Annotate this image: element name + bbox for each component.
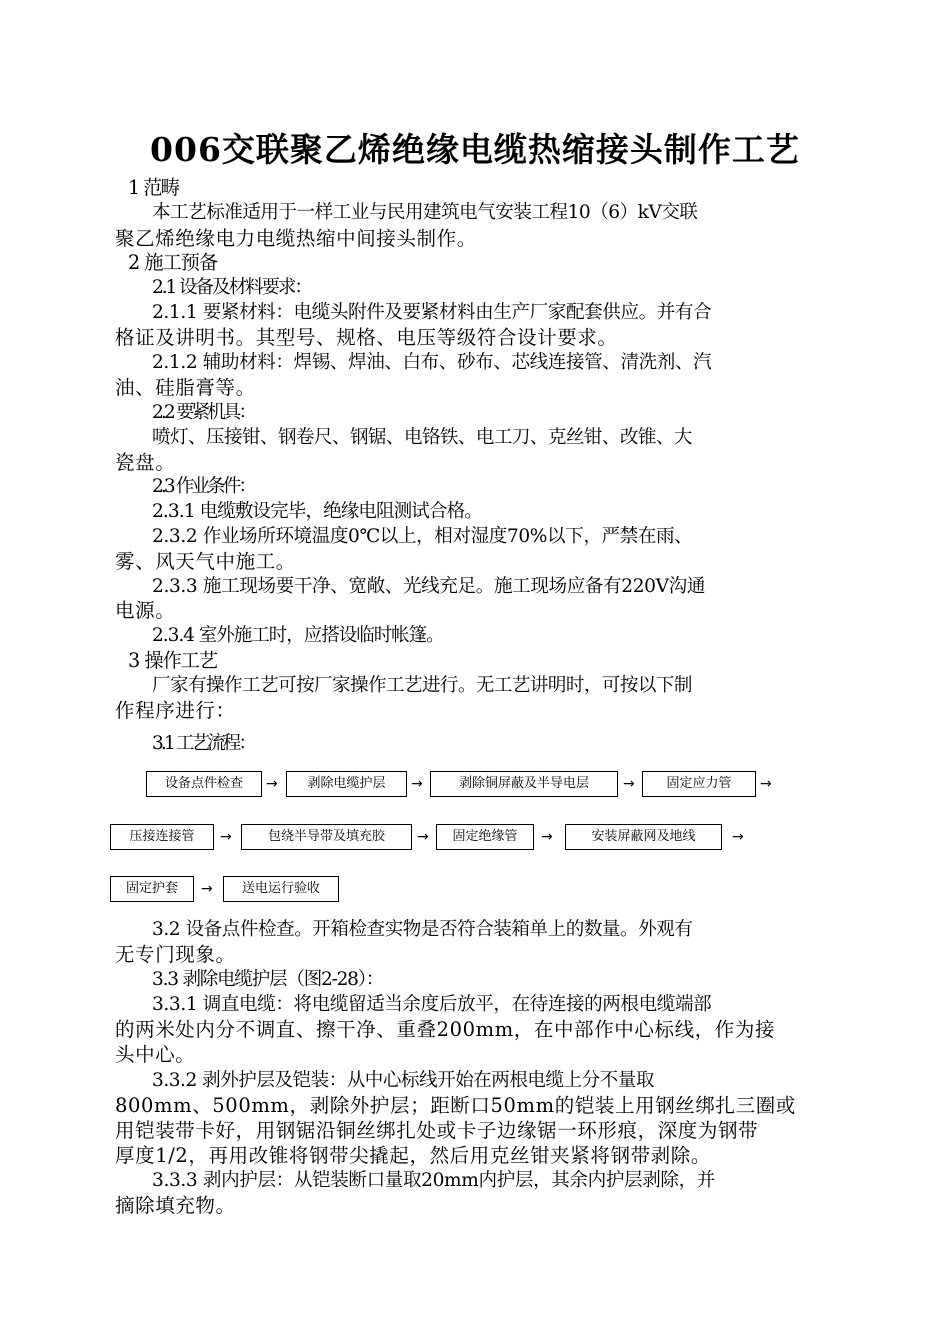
flow-step: 送电运行验收	[223, 876, 339, 902]
paragraph-line: 3.3.2 剥外护层及铠装：从中心标线开始在两根电缆上分不量取	[152, 1070, 654, 1091]
paragraph-line: 800mm、500mm，剥除外护层；距断口50mm的铠装上用钢丝绑扎三圈或	[115, 1094, 796, 1117]
paragraph-line: 2.3.4 室外施工时，应搭设临时帐篷。	[152, 625, 444, 646]
flow-step: 设备点件检查	[146, 771, 262, 797]
subsection-heading: 2.2 要紧机具：	[152, 402, 255, 423]
paragraph-line: 电源。	[115, 599, 176, 622]
flow-step: 安装屏蔽网及地线	[565, 824, 722, 850]
flow-step: 固定绝缘管	[436, 824, 534, 850]
subsection-heading: 3.3 剥除电缆护层（图2-28）：	[152, 969, 384, 990]
subsection-heading: 2.1 设备及材料要求：	[152, 277, 311, 298]
arrow-right-icon: →	[623, 776, 635, 792]
arrow-right-icon: →	[220, 829, 232, 845]
flow-step: 固定护套	[110, 876, 194, 902]
flow-step: 剥除电缆护层	[286, 771, 407, 797]
arrow-right-icon: →	[732, 829, 744, 845]
paragraph-line: 厂家有操作工艺可按厂家操作工艺进行。无工艺讲明时，可按以下制	[152, 675, 692, 696]
paragraph-line: 用铠装带卡好，用钢锯沿铜丝绑扎处或卡子边缘锯一环形痕，深度为钢带	[115, 1119, 759, 1142]
paragraph-line: 作程序进行：	[115, 699, 236, 722]
paragraph-line: 油、硅脂膏等。	[115, 376, 256, 399]
paragraph-line: 无专门现象。	[115, 943, 236, 966]
section-heading: 1 范畴	[128, 176, 179, 199]
arrow-right-icon: →	[541, 829, 553, 845]
paragraph-line: 喷灯、压接钳、钢卷尺、钢锯、电铬铁、电工刀、克丝钳、改锥、大	[152, 427, 692, 448]
flow-step: 固定应力管	[642, 771, 756, 797]
paragraph-line: 3.3.1 调直电缆：将电缆留适当余度后放平，在待连接的两根电缆端部	[152, 994, 712, 1015]
flow-step: 包绕半导带及填充胶	[241, 824, 412, 850]
subsection-heading: 3.2 设备点件检查。开箱检查实物是否符合装箱单上的数量。外观有	[152, 919, 693, 940]
paragraph-line: 厚度1/2，再用改锥将钢带尖撬起，然后用克丝钳夹紧将钢带剥除。	[115, 1144, 711, 1167]
paragraph-line: 2.3.1 电缆敷设完毕，绝缘电阻测试合格。	[152, 501, 482, 522]
section-heading: 2 施工预备	[128, 251, 218, 274]
paragraph-line: 3.3.3 剥内护层：从铠装断口量取20mm内护层，其余内护层剥除，并	[152, 1170, 715, 1191]
paragraph-line: 2.3.2 作业场所环境温度0℃以上，相对湿度70%以下，严禁在雨、	[152, 526, 693, 547]
paragraph-line: 瓷盘。	[115, 451, 176, 474]
paragraph-line: 头中心。	[115, 1043, 196, 1066]
arrow-right-icon: →	[266, 776, 278, 792]
paragraph-line: 聚乙烯绝缘电力电缆热缩中间接头制作。	[115, 227, 477, 250]
flow-step: 压接连接管	[110, 824, 214, 850]
section-heading: 3 操作工艺	[128, 649, 218, 672]
arrow-right-icon: →	[201, 881, 213, 897]
subsection-heading: 2.3 作业条件：	[152, 476, 255, 497]
paragraph-line: 雾、风天气中施工。	[115, 550, 296, 573]
paragraph-line: 2.3.3 施工现场要干净、宽敞、光线充足。施工现场应备有220V沟通	[152, 576, 706, 597]
subsection-heading: 3.1 工艺流程：	[152, 733, 255, 754]
paragraph-line: 格证及讲明书。其型号、规格、电压等级符合设计要求。	[115, 326, 618, 349]
paragraph-line: 2.1.1 要紧材料：电缆头附件及要紧材料由生产厂家配套供应。并有合	[152, 302, 712, 323]
paragraph-line: 摘除填充物。	[115, 1194, 236, 1217]
arrow-right-icon: →	[760, 776, 772, 792]
paragraph-line: 的两米处内分不调直、擦干净、重叠200mm，在中部作中心标线，作为接	[115, 1018, 776, 1041]
flow-step: 剥除铜屏蔽及半导电层	[430, 771, 618, 797]
paragraph-line: 本工艺标准适用于一样工业与民用建筑电气安装工程10（6）kV交联	[152, 202, 698, 223]
arrow-right-icon: →	[417, 829, 429, 845]
paragraph-line: 2.1.2 辅助材料：焊锡、焊油、白布、砂布、芯线连接管、清洗剂、汽	[152, 352, 712, 373]
arrow-right-icon: →	[411, 776, 423, 792]
document-title: 006交联聚乙烯绝缘电缆热缩接头制作工艺	[150, 130, 800, 169]
